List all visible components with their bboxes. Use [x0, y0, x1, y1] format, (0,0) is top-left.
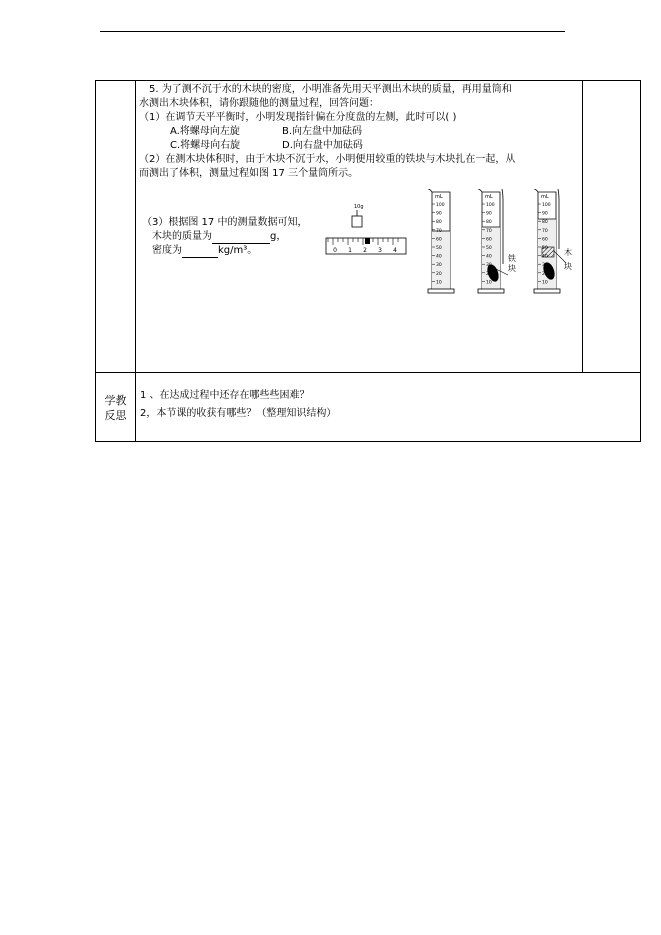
- cylinder-tick-label: 50: [436, 246, 442, 251]
- wood-label-2: 块: [564, 262, 572, 271]
- reflection-label-1: 学教: [104, 394, 127, 407]
- question-side-cell: [583, 81, 641, 373]
- figure-17: [324, 189, 580, 307]
- part1-question: （1）在调节天平平衡时，小明发现指针偏在分度盘的左侧，此时可以( ): [139, 112, 457, 123]
- cylinder-tick-label: 20: [486, 271, 492, 277]
- rider: [365, 238, 370, 244]
- cylinder-tick-label: 10: [542, 280, 548, 286]
- cylinder-tick-label: 40: [542, 254, 548, 260]
- density-blank[interactable]: [182, 244, 218, 258]
- cylinder-tick-label: 50: [542, 246, 548, 251]
- part3-density-line: [152, 244, 257, 258]
- mass-unit: g，: [270, 231, 287, 242]
- cylinder-tick-label: 20: [436, 271, 442, 277]
- cylinder-tick-label: 90: [486, 211, 492, 217]
- cylinder-unit: mL: [485, 194, 493, 200]
- cylinder-unit: mL: [435, 194, 443, 200]
- cylinder-tick-label: 30: [542, 263, 548, 269]
- cylinder-tick-label: 60: [542, 237, 548, 243]
- cylinder-tick-label: 90: [436, 211, 442, 217]
- reflection-item-1: 1 、在达成过程中还存在哪些些困难？: [140, 390, 310, 401]
- balance-ruler: [326, 238, 406, 254]
- cylinder-tick-label: 100: [542, 203, 551, 208]
- cylinder-tick-label: 70: [542, 228, 548, 234]
- option-a: A.将螺母向左旋: [170, 126, 240, 137]
- cylinder-tick-label: 70: [486, 228, 492, 234]
- ruler-tick-label: 2: [363, 247, 367, 254]
- question-label-cell: [96, 81, 136, 373]
- reflection-label-2: 反思: [104, 409, 127, 422]
- header-rule: [100, 31, 565, 32]
- cylinder-tick-label: 20: [542, 271, 548, 277]
- question-row: [96, 81, 641, 373]
- reflection-item-2: 2，本节课的收获有哪些？（整理知识结构）: [140, 408, 337, 419]
- mass-prefix: 木块的质量为: [152, 231, 212, 242]
- cylinder-with-iron-and-wood: [534, 189, 572, 293]
- reflection-row: [96, 373, 641, 442]
- option-b: B.向左盘中加砝码: [282, 126, 363, 137]
- question-line-2: 水测出木块体积，请你跟随他的测量过程，回答问题：: [139, 98, 379, 109]
- cylinder-tick-label: 100: [486, 203, 495, 208]
- cylinder-tick-label: 90: [542, 211, 548, 217]
- cylinder-tick-label: 60: [486, 237, 492, 243]
- cylinder-tick-label: 40: [486, 254, 492, 260]
- ruler-tick-label: 0: [333, 247, 337, 254]
- cylinder-water: [428, 189, 454, 293]
- reflection-content-cell: [136, 373, 641, 442]
- mass-blank[interactable]: [212, 230, 270, 244]
- cylinder-tick-label: 60: [436, 237, 442, 243]
- option-d: D.向右盘中加砝码: [282, 140, 363, 151]
- part3-line-1: （3）根据图 17 中的测量数据可知，: [142, 217, 308, 228]
- density-unit: kg/m³。: [218, 245, 258, 256]
- ruler-tick-label: 3: [378, 247, 382, 254]
- cylinder-tick-label: 30: [436, 263, 442, 269]
- iron-label-1: 铁: [508, 254, 516, 263]
- cylinder-tick-label: 10: [436, 280, 442, 286]
- question-line-1: 5. 为了测不沉于水的木块的密度，小明准备先用天平测出木块的质量，再用量筒和: [149, 84, 512, 95]
- weight-10g: [352, 204, 364, 227]
- ruler-tick-label: 4: [393, 247, 397, 254]
- part2-line-1: （2）在测木块体积时，由于木块不沉于水，小明便用较重的铁块与木块扎在一起，从: [139, 154, 516, 165]
- part3-mass-line: [152, 230, 286, 244]
- reflection-label-cell: [96, 373, 136, 442]
- ruler-tick-label: 1: [348, 247, 352, 254]
- iron-label-2: 块: [508, 264, 516, 273]
- cylinder-tick-label: 80: [486, 220, 492, 226]
- cylinder-tick-label: 70: [436, 228, 442, 234]
- question-content-cell: [136, 81, 583, 373]
- part2-line-2: 而测出了体积，测量过程如图 17 三个量筒所示。: [139, 168, 359, 179]
- wood-label-1: 木: [564, 248, 572, 257]
- weight-label: 10g: [354, 204, 364, 210]
- density-prefix: 密度为: [152, 245, 182, 256]
- cylinder-tick-label: 40: [436, 254, 442, 260]
- cylinder-tick-label: 30: [486, 263, 492, 269]
- cylinder-unit: mL: [541, 194, 549, 200]
- cylinder-tick-label: 10: [486, 280, 492, 286]
- cylinder-tick-label: 100: [436, 203, 445, 208]
- cylinder-with-iron: [478, 189, 516, 293]
- cylinder-tick-label: 80: [436, 220, 442, 226]
- worksheet-table: [95, 80, 641, 442]
- cylinder-tick-label: 50: [486, 246, 492, 251]
- cylinder-tick-label: 80: [542, 220, 548, 226]
- option-c: C.将螺母向右旋: [170, 140, 241, 151]
